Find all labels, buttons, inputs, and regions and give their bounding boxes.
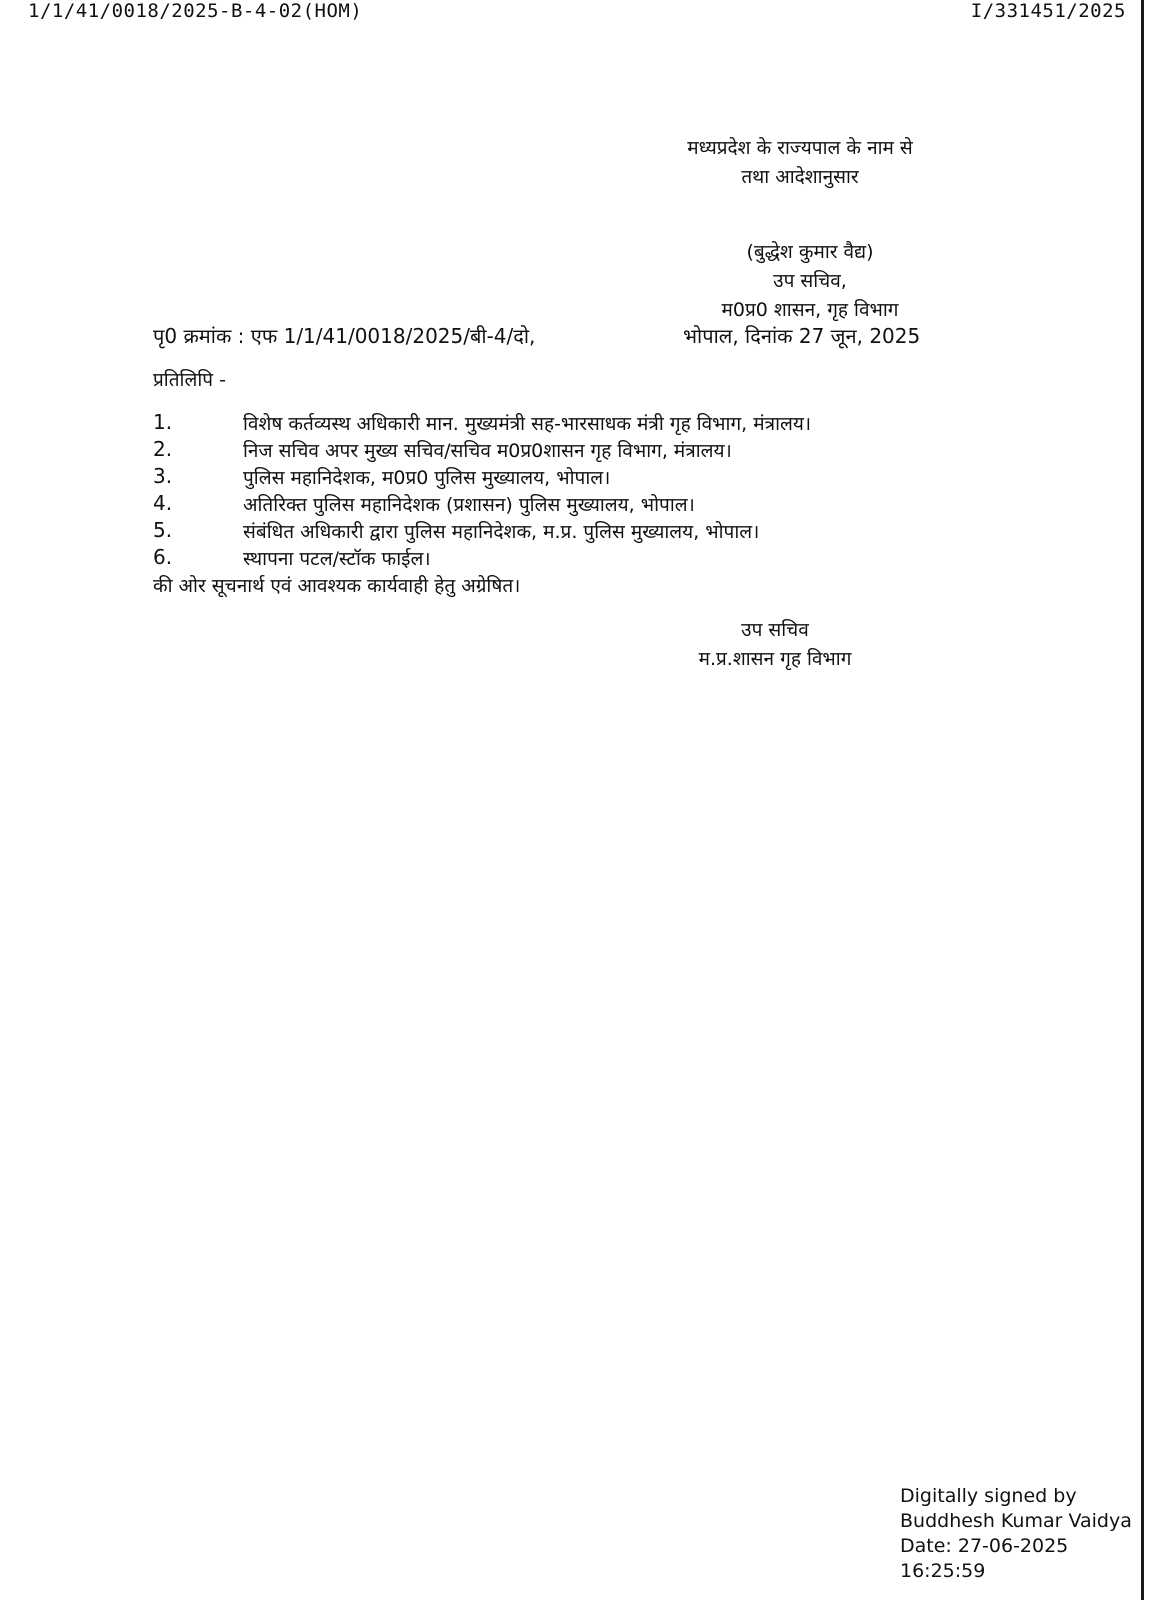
governor-line-1: मध्यप्रदेश के राज्यपाल के नाम से [687,137,913,159]
list-item [153,410,953,437]
footer-department: म.प्र.शासन गृह विभाग [698,648,852,670]
list-item-number: 5. [153,518,173,542]
page-edge-divider [1141,0,1144,1600]
list-item-number: 3. [153,464,173,488]
list-item-text: विशेष कर्तव्यस्थ अधिकारी मान. मुख्यमंत्री सह-भारसाधक मंत्री गृह विभाग, मंत्रालय। [243,413,812,435]
list-item-text: पुलिस महानिदेशक, म0प्र0 पुलिस मुख्यालय, भोपाल। [243,467,611,489]
signer-block [660,238,960,325]
digital-signature-stamp [900,1484,1132,1584]
governor-line-2: तथा आदेशानुसार [741,166,859,188]
list-item-text: संबंधित अधिकारी द्वारा पुलिस महानिदेशक, म.प्र. पुलिस मुख्यालय, भोपाल। [243,521,760,543]
footer-designation: उप सचिव [741,619,809,641]
list-item-number: 1. [153,410,173,434]
list-item-text: अतिरिक्त पुलिस महानिदेशक (प्रशासन) पुलिस मुख्यालय, भोपाल। [243,494,695,516]
digital-signature-date: Date: 27-06-2025 [900,1535,1069,1557]
list-item-text: स्थापना पटल/स्टॉक फाईल। [243,548,431,570]
signer-name: (बुद्धेश कुमार वैद्य) [746,241,874,263]
forward-note: की ओर सूचनार्थ एवं आवश्यक कार्यवाही हेतु अग्रेषित। [153,575,521,597]
list-item-number: 4. [153,491,173,515]
list-item-number: 2. [153,437,173,461]
file-reference-header: 1/1/41/0018/2025-B-4-02(HOM) [28,0,363,22]
list-item [153,437,953,464]
list-item [153,491,953,518]
reference-number: पृ0 क्रमांक : एफ 1/1/41/0018/2025/बी-4/दो, [153,324,536,348]
list-item-text: निज सचिव अपर मुख्य सचिव/सचिव म0प्र0शासन गृह विभाग, मंत्रालय। [243,440,732,462]
copy-label: प्रतिलिपि - [153,369,226,391]
digital-signature-signer: Buddhesh Kumar Vaidya [900,1510,1132,1532]
signer-department: म0प्र0 शासन, गृह विभाग [721,299,899,321]
governor-order-block [640,134,960,192]
list-item [153,464,953,491]
document-number-header: I/331451/2025 [970,0,1126,22]
footer-signature-block [650,616,900,674]
digital-signature-time: 16:25:59 [900,1560,986,1582]
signer-designation: उप सचिव, [773,270,847,292]
list-item [153,545,953,572]
list-item [153,518,953,545]
place-date: भोपाल, दिनांक 27 जून, 2025 [683,324,921,348]
list-item-number: 6. [153,545,173,569]
digital-signature-line-1: Digitally signed by [900,1485,1077,1507]
copy-recipient-list [153,410,953,572]
